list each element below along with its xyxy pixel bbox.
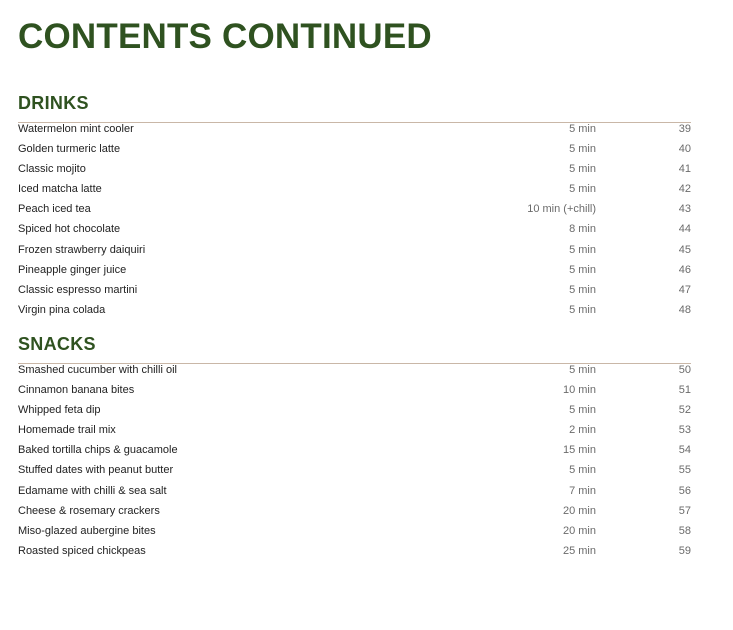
recipe-name: Classic mojito bbox=[18, 163, 86, 176]
section-heading-snacks: SNACKS bbox=[18, 334, 96, 354]
recipe-name: Edamame with chilli & sea salt bbox=[18, 484, 167, 497]
page-number: 55 bbox=[678, 464, 691, 477]
contents-row[interactable] bbox=[18, 221, 691, 241]
contents-row[interactable] bbox=[18, 262, 691, 282]
snacks-list bbox=[18, 362, 691, 563]
contents-row[interactable] bbox=[18, 362, 691, 382]
contents-row[interactable] bbox=[18, 302, 691, 322]
recipe-name: Homemade trail mix bbox=[18, 424, 116, 437]
recipe-name: Miso-glazed aubergine bites bbox=[18, 524, 156, 537]
contents-row[interactable] bbox=[18, 161, 691, 181]
prep-time: 10 min bbox=[562, 384, 596, 397]
contents-row[interactable] bbox=[18, 181, 691, 201]
recipe-name: Frozen strawberry daiquiri bbox=[18, 243, 146, 256]
recipe-name: Cheese & rosemary crackers bbox=[18, 504, 160, 517]
contents-row[interactable] bbox=[18, 503, 691, 523]
page-number: 59 bbox=[678, 544, 691, 557]
page-number: 43 bbox=[678, 203, 691, 216]
prep-time: 8 min bbox=[569, 223, 596, 236]
contents-row[interactable] bbox=[18, 442, 691, 462]
contents-row[interactable] bbox=[18, 382, 691, 402]
recipe-name: Watermelon mint cooler bbox=[18, 123, 134, 135]
prep-time: 7 min bbox=[569, 484, 596, 497]
recipe-name: Classic espresso martini bbox=[18, 283, 138, 296]
page-number: 51 bbox=[678, 384, 691, 397]
prep-time: 25 min bbox=[562, 544, 596, 557]
page-number: 54 bbox=[678, 444, 691, 457]
recipe-name: Iced matcha latte bbox=[18, 183, 102, 196]
page-number: 46 bbox=[678, 263, 691, 276]
page-title: CONTENTS CONTINUED bbox=[18, 17, 432, 56]
page-number: 57 bbox=[678, 504, 691, 517]
prep-time: 20 min bbox=[562, 524, 596, 537]
page-number: 58 bbox=[678, 524, 691, 537]
prep-time: 10 min (+chill) bbox=[527, 203, 596, 216]
recipe-name: Cinnamon banana bites bbox=[18, 384, 135, 397]
recipe-name: Baked tortilla chips & guacamole bbox=[18, 444, 178, 457]
recipe-name: Virgin pina colada bbox=[18, 303, 106, 316]
recipe-name: Peach iced tea bbox=[18, 203, 91, 216]
section-drinks bbox=[18, 93, 691, 322]
prep-time: 5 min bbox=[569, 283, 596, 296]
prep-time: 15 min bbox=[562, 444, 596, 457]
page-number: 39 bbox=[678, 123, 691, 135]
contents-row[interactable] bbox=[18, 242, 691, 262]
page-number: 41 bbox=[678, 163, 691, 176]
drinks-list bbox=[18, 121, 691, 322]
section-heading-drinks: DRINKS bbox=[18, 93, 89, 113]
prep-time: 5 min bbox=[569, 163, 596, 176]
page-number: 56 bbox=[678, 484, 691, 497]
prep-time: 5 min bbox=[569, 404, 596, 417]
prep-time: 5 min bbox=[569, 243, 596, 256]
page-number: 48 bbox=[678, 303, 691, 316]
recipe-name: Whipped feta dip bbox=[18, 404, 101, 417]
prep-time: 5 min bbox=[569, 143, 596, 156]
prep-time: 5 min bbox=[569, 464, 596, 477]
page-number: 52 bbox=[678, 404, 691, 417]
prep-time: 2 min bbox=[569, 424, 596, 437]
recipe-name: Golden turmeric latte bbox=[18, 143, 121, 156]
contents-row[interactable] bbox=[18, 422, 691, 442]
contents-row[interactable] bbox=[18, 462, 691, 482]
page-number: 44 bbox=[678, 223, 691, 236]
prep-time: 5 min bbox=[569, 303, 596, 316]
prep-time: 5 min bbox=[569, 263, 596, 276]
contents-row[interactable] bbox=[18, 201, 691, 221]
recipe-name: Stuffed dates with peanut butter bbox=[18, 464, 174, 477]
page-number: 40 bbox=[678, 143, 691, 156]
contents-row[interactable] bbox=[18, 402, 691, 422]
prep-time: 5 min bbox=[569, 123, 596, 135]
prep-time: 5 min bbox=[569, 183, 596, 196]
page-number: 45 bbox=[678, 243, 691, 256]
contents-row[interactable] bbox=[18, 141, 691, 161]
prep-time: 20 min bbox=[562, 504, 596, 517]
section-snacks bbox=[18, 334, 691, 563]
page-number: 50 bbox=[678, 364, 691, 376]
contents-row[interactable] bbox=[18, 483, 691, 503]
page-number: 42 bbox=[678, 183, 691, 196]
contents-row[interactable] bbox=[18, 543, 691, 563]
page-number: 47 bbox=[678, 283, 691, 296]
prep-time: 5 min bbox=[569, 364, 596, 376]
page-number: 53 bbox=[678, 424, 691, 437]
contents-row[interactable] bbox=[18, 121, 691, 141]
recipe-name: Smashed cucumber with chilli oil bbox=[18, 364, 177, 376]
recipe-name: Roasted spiced chickpeas bbox=[18, 544, 146, 557]
recipe-name: Pineapple ginger juice bbox=[18, 263, 127, 276]
contents-row[interactable] bbox=[18, 523, 691, 543]
contents-row[interactable] bbox=[18, 282, 691, 302]
recipe-name: Spiced hot chocolate bbox=[18, 223, 121, 236]
